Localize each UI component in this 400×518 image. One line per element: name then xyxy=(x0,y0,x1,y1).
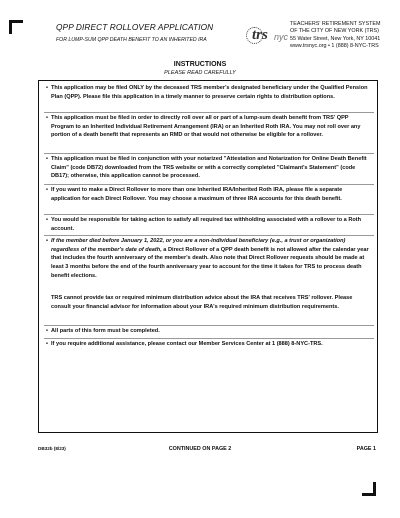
divider xyxy=(44,184,374,185)
divider xyxy=(44,325,374,326)
trs-logo xyxy=(246,25,292,49)
instruction-item: • All parts of this form must be completed. xyxy=(46,328,160,334)
instruction-note: TRS cannot provide tax or required minimum distribution advice about the IRA that receives TRS' rollover. Please consult your financial advisor for information about your IRA's required minimum distribution requirements. xyxy=(51,295,353,310)
divider xyxy=(44,235,374,236)
corner-mark-bottom-right xyxy=(362,482,376,496)
divider xyxy=(44,112,374,113)
instruction-item: • If the member died before January 1, 2022, or you are a non-individual beneficiary (e.g., a trust or organization) regardless of the member's date of death, a Direct Rollover of a QPP death benefit is not allowed after the calendar year that includes the fourth anniversary of the member's death. Also note that Direct Rollover requests should be made at least 3 months before the end of the fourth anniversary year to account for the time it takes for TRS to process death benefit elections. xyxy=(46,238,369,279)
instructions-box xyxy=(38,80,378,433)
instructions-subheading: PLEASE READ CAREFULLY xyxy=(164,70,236,76)
instruction-item: • You would be responsible for taking action to satisfy all required tax withholding associated with a rollover to a Roth account. xyxy=(46,217,362,232)
org-line: www.trsnyc.org • 1 (888) 8-NYC-TRS xyxy=(290,43,379,50)
instruction-item: • This application must be filed in order to directly roll over all or part of a lump-sum death benefit from TRS' QPP Program to an Inherited Individual Retirement Arrangement (IRA) or an Inherited Roth IRA. You may not roll over any portion of a death benefit that represents an RMD or that would not otherwise be eligible for a rollover. xyxy=(46,115,361,139)
org-address-block xyxy=(290,21,381,51)
instruction-item: • This application may be filed ONLY by the deceased TRS member's designated beneficiary under the Qualified Pension Plan (QPP). Please file this application in a timely manner to preserve certain rights to distribution options. xyxy=(46,85,368,100)
logo-main-text: trs xyxy=(252,27,268,43)
corner-mark-top-left xyxy=(9,20,23,34)
form-subtitle: FOR LUMP-SUM QPP DEATH BENEFIT TO AN INHERITED IRA xyxy=(56,37,207,43)
instructions-heading: INSTRUCTIONS xyxy=(173,61,227,68)
instruction-item: • If you require additional assistance, please contact our Member Services Center at 1 (888) 8-NYC-TRS. xyxy=(46,341,323,347)
page-number: PAGE 1 xyxy=(356,446,376,452)
instruction-item: • This application must be filed in conjunction with your notarized "Attestation and Notarization for Online Death Benefit Claim" (code DB72) downloaded from the TRS website or with a correctly completed "Claimant's Statement" (code DB17); otherwise, this application cannot be processed. xyxy=(46,156,367,180)
continued-notice: CONTINUED ON PAGE 2 xyxy=(168,446,232,452)
org-line: OF THE CITY OF NEW YORK (TRS) xyxy=(290,28,379,35)
instruction-item: • If you want to make a Direct Rollover to more than one Inherited IRA/Inherited Roth IRA, please file a separate application for each Direct Rollover. You may choose a maximum of three IRA accounts for this death benefit. xyxy=(46,187,343,202)
form-title: QPP DIRECT ROLLOVER APPLICATION xyxy=(56,22,214,32)
divider xyxy=(44,338,374,339)
divider xyxy=(44,214,374,215)
org-line: TEACHERS' RETIREMENT SYSTEM xyxy=(290,21,381,27)
divider xyxy=(44,153,374,154)
org-line: 55 Water Street, New York, NY 10041 xyxy=(290,35,381,42)
logo-sub-text: nyc xyxy=(274,32,289,42)
form-code: DB32b (8/23) xyxy=(38,446,66,451)
